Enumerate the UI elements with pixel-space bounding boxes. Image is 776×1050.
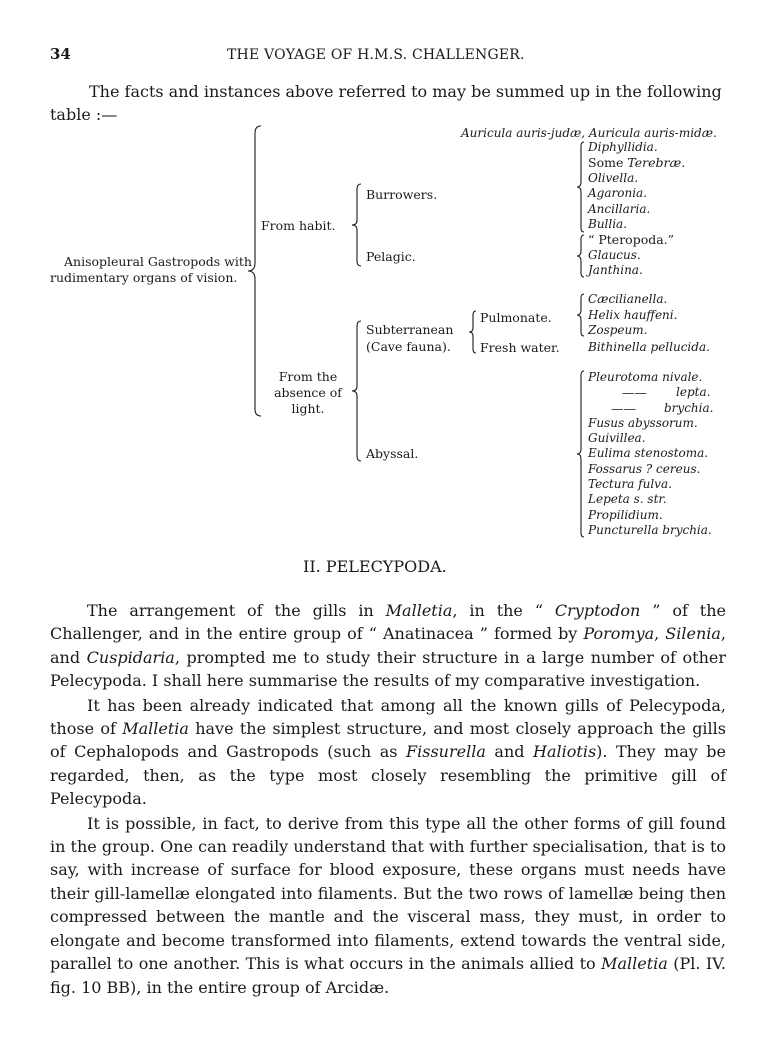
page-number: 34 — [50, 45, 71, 63]
from-absence-line-1: From the — [278, 369, 338, 384]
from-absence-line-3: light. — [291, 401, 325, 416]
species-propilidium: Propilidium. — [588, 508, 663, 522]
section-heading: II. PELECYPODA. — [303, 557, 447, 576]
abyssal-label: Abyssal. — [366, 446, 419, 461]
from-habit-label: From habit. — [261, 218, 336, 233]
p3-text-1: It is possible, in fact, to derive from this type all the other forms of gill found in the group. One can readily understand that with further specialisation, that is to say, with increase of surface for blood exposure, these organs must needs have their gill-lamellæ elongated into filaments. But the two rows of lamellæ being then compressed between the mantle and the visceral mass, they must, in order to elongate and become transformed into filaments, extend towards the ventral side, parallel to one another. This is what occurs in the animals allied to — [50, 813, 726, 974]
species-pteropoda: “ Pteropoda.” — [588, 232, 675, 247]
p1-text-4: , — [654, 624, 666, 644]
species-lepeta: Lepeta s. str. — [588, 492, 667, 506]
species-zospeum: Zospeum. — [588, 323, 648, 337]
outer-brace — [244, 125, 264, 417]
running-title: THE VOYAGE OF H.M.S. CHALLENGER. — [227, 47, 525, 63]
p3-text-2: (Pl. IV. fig. 10 BB), in the entire group of Arcidæ. — [50, 954, 727, 997]
burrowers-species-brace — [574, 141, 586, 233]
p1-silenia: Silenia — [665, 624, 721, 644]
species-eulima: Eulima stenostoma. — [588, 446, 709, 460]
species-puncturella: Puncturella brychia. — [588, 523, 712, 537]
species-some-terebrae — [588, 155, 685, 170]
root-label-line-1: Anisopleural Gastropods with — [64, 254, 252, 269]
body-text — [50, 599, 726, 999]
dash-1: —— — [622, 385, 647, 400]
p2-text-3: and — [485, 742, 534, 762]
subterranean-label-line-1: Subterranean — [366, 322, 454, 337]
burrowers-label: Burrowers. — [366, 187, 438, 202]
species-olivella: Olivella. — [588, 171, 639, 185]
p1-cuspidaria: Cuspidaria — [86, 647, 175, 667]
dash-2: —— — [611, 401, 636, 416]
p2-text-2: have the simplest structure, and most closely approach the gills of Cephalopods and Gastropods (such as — [50, 719, 726, 762]
species-ancillaria: Ancillaria. — [588, 202, 651, 216]
auricula-species: Auricula auris-judæ, Auricula auris-midæ. — [461, 126, 717, 140]
species-janthina: Janthina. — [588, 263, 643, 277]
some-word: Some — [588, 155, 624, 170]
species-fossarus: Fossarus ? cereus. — [588, 462, 701, 476]
species-fusus: Fusus abyssorum. — [588, 416, 698, 430]
absence-brace — [348, 320, 364, 462]
species-lepta: lepta. — [676, 385, 711, 399]
p2-text-1: It has been already indicated that among all the known gills of Pelecypoda, those of — [50, 695, 726, 739]
species-tectura: Tectura fulva. — [588, 477, 672, 491]
p1-text-1: The arrangement of the gills in — [87, 601, 386, 620]
species-glaucus: Glaucus. — [588, 248, 641, 262]
species-bithinella: Bithinella pellucida. — [588, 340, 710, 354]
species-caecilianella: Cæcilianella. — [588, 292, 668, 306]
pulmonate-species-brace — [574, 293, 586, 337]
subterranean-label-line-2: (Cave fauna). — [366, 339, 451, 354]
species-bullia: Bullia. — [588, 217, 628, 231]
species-helix-hauffeni: Helix hauffeni. — [588, 308, 678, 322]
root-label-line-2: rudimentary organs of vision. — [50, 270, 238, 285]
p1-poromya: Poromya — [583, 624, 655, 644]
paragraph-3 — [50, 812, 726, 999]
paragraph-1 — [50, 599, 726, 693]
p1-cryptodon: Cryptodon — [554, 601, 641, 620]
from-absence-line-2: absence of — [274, 385, 342, 400]
species-guivillea: Guivillea. — [588, 431, 646, 445]
p1-text-2: , in the “ — [452, 601, 555, 620]
p1-text-5: , and — [50, 624, 727, 667]
p1-text-3: ” of the Challenger, and in the entire group of “ Anatinacea ” formed by — [50, 601, 726, 644]
habit-brace — [348, 183, 364, 267]
species-agaronia: Agaronia. — [588, 186, 647, 200]
species-diphyllidia: Diphyllidia. — [588, 140, 658, 154]
p2-malletia: Malletia — [122, 719, 189, 739]
intro-line-1: The facts and instances above referred to may be summed up in the following — [89, 82, 722, 101]
fresh-water-label: Fresh water. — [480, 340, 560, 355]
abyssal-species-brace — [574, 370, 586, 538]
p1-text-6: , prompted me to study their structure in a large number of other Pelecypoda. I shall here summarise the results of my comparative investigation. — [50, 647, 727, 691]
pulmonate-label: Pulmonate. — [480, 310, 552, 325]
paragraph-2 — [50, 694, 726, 811]
p2-haliotis: Haliotis — [533, 742, 597, 762]
pelagic-species-brace — [574, 234, 586, 278]
p3-malletia: Malletia — [601, 954, 668, 974]
species-brychia: brychia. — [664, 401, 714, 415]
species-pleurotoma-nivale: Pleurotoma nivale. — [588, 370, 703, 384]
intro-line-2: table :— — [50, 105, 118, 124]
cave-brace — [466, 310, 478, 354]
p1-malletia: Malletia — [385, 601, 453, 620]
pelagic-label: Pelagic. — [366, 249, 416, 264]
p2-fissurella: Fissurella — [406, 742, 486, 762]
terebrae-word: Terebræ. — [627, 155, 686, 170]
p2-text-4: ). They may be regarded, then, as the type most closely resembling the primitive gill of Pelecypoda. — [50, 742, 727, 809]
